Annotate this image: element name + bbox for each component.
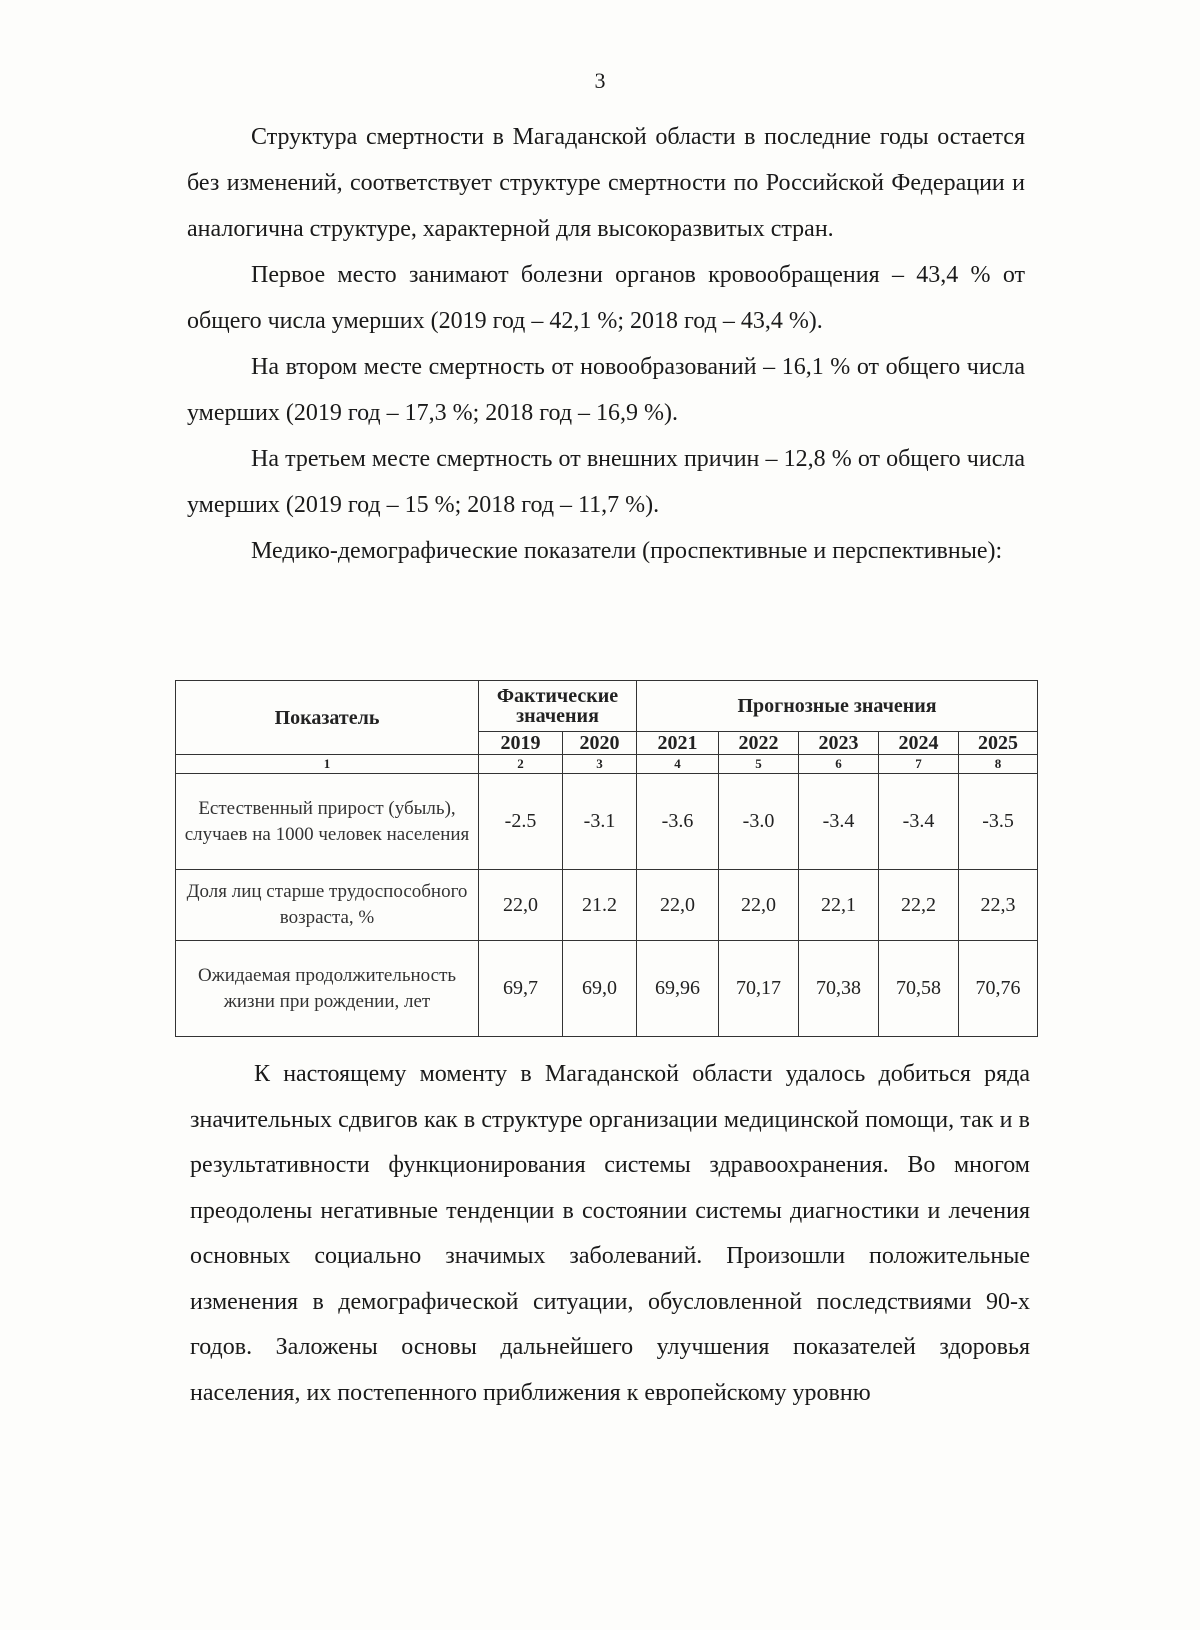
value-cell: 22,0 [719,870,799,941]
value-cell: -3.1 [563,774,637,870]
value-cell: -3.5 [959,774,1038,870]
page-number: 3 [594,68,606,93]
value-cell: 70,17 [719,941,799,1037]
value-cell: -3.4 [879,774,959,870]
column-number: 2 [479,755,563,774]
column-number: 8 [959,755,1038,774]
table-row-elderly-share [176,870,1038,941]
value-cell: 22,0 [637,870,719,941]
conclusion-text [190,1052,1030,1416]
paragraph-first-place: Первое место занимают болезни органов кровообращения – 43,4 % от общего числа умерших (2019 год – 42,1 %; 2018 год – 43,4 %). [187,262,1025,334]
year-header: 2024 [879,732,959,755]
value-cell: 22,0 [479,870,563,941]
row-label: Естественный прирост (убыль), случаев на 1000 человек населения [176,774,479,870]
header-indicator: Показатель [176,681,479,755]
value-cell: -2.5 [479,774,563,870]
column-number: 7 [879,755,959,774]
table-row-life-expectancy [176,941,1038,1037]
value-cell: -3.6 [637,774,719,870]
value-cell: 69,96 [637,941,719,1037]
intro-text [187,114,1025,574]
paragraph-second-place: На втором месте смертность от новообразований – 16,1 % от общего числа умерших (2019 год – 17,3 %; 2018 год – 16,9 %). [187,354,1025,426]
column-number: 1 [176,755,479,774]
paragraph-structure: Структура смертности в Магаданской области в последние годы остается без изменений, соответствует структуре смертности по Российской Федерации и аналогична структуре, характерной для высокоразвитых стран. [187,124,1025,242]
value-cell: 69,0 [563,941,637,1037]
value-cell: 70,76 [959,941,1038,1037]
year-header: 2022 [719,732,799,755]
column-number: 4 [637,755,719,774]
value-cell: 22,2 [879,870,959,941]
column-number-row [176,755,1038,774]
year-header: 2020 [563,732,637,755]
table-row-natural-increase [176,774,1038,870]
paragraph-indicators-intro: Медико-демографические показатели (проспективные и перспективные): [251,538,1003,564]
column-number: 5 [719,755,799,774]
year-header: 2021 [637,732,719,755]
header-actual: Фактические значения [479,681,637,732]
column-number: 6 [799,755,879,774]
value-cell: 22,1 [799,870,879,941]
value-cell: 21.2 [563,870,637,941]
paragraph-third-place: На третьем месте смертность от внешних причин – 12,8 % от общего числа умерших (2019 год – 15 %; 2018 год – 11,7 %). [187,446,1025,518]
value-cell: 70,38 [799,941,879,1037]
year-header: 2023 [799,732,879,755]
value-cell: 69,7 [479,941,563,1037]
row-label: Ожидаемая продолжительность жизни при рождении, лет [176,941,479,1037]
year-header: 2025 [959,732,1038,755]
value-cell: -3.0 [719,774,799,870]
row-label: Доля лиц старше трудоспособного возраста, % [176,870,479,941]
table-header-row [176,681,1038,732]
paragraph-conclusion: К настоящему моменту в Магаданской области удалось добиться ряда значительных сдвигов как в структуре организации медицинской помощи, так и в результативности функционирования системы здравоохранения. Во многом преодолены негативные тенденции в состоянии системы диагностики и лечения основных социально значимых заболеваний. Произошли положительные изменения в демографической ситуации, обусловленной последствиями 90-х годов. Заложены основы дальнейшего улучшения показателей здоровья населения, их постепенного приближения к европейскому уровню [190,1061,1030,1406]
value-cell: -3.4 [799,774,879,870]
demographic-indicators-table [175,680,1038,1037]
value-cell: 22,3 [959,870,1038,941]
column-number: 3 [563,755,637,774]
year-header: 2019 [479,732,563,755]
header-forecast: Прогнозные значения [637,681,1038,732]
value-cell: 70,58 [879,941,959,1037]
